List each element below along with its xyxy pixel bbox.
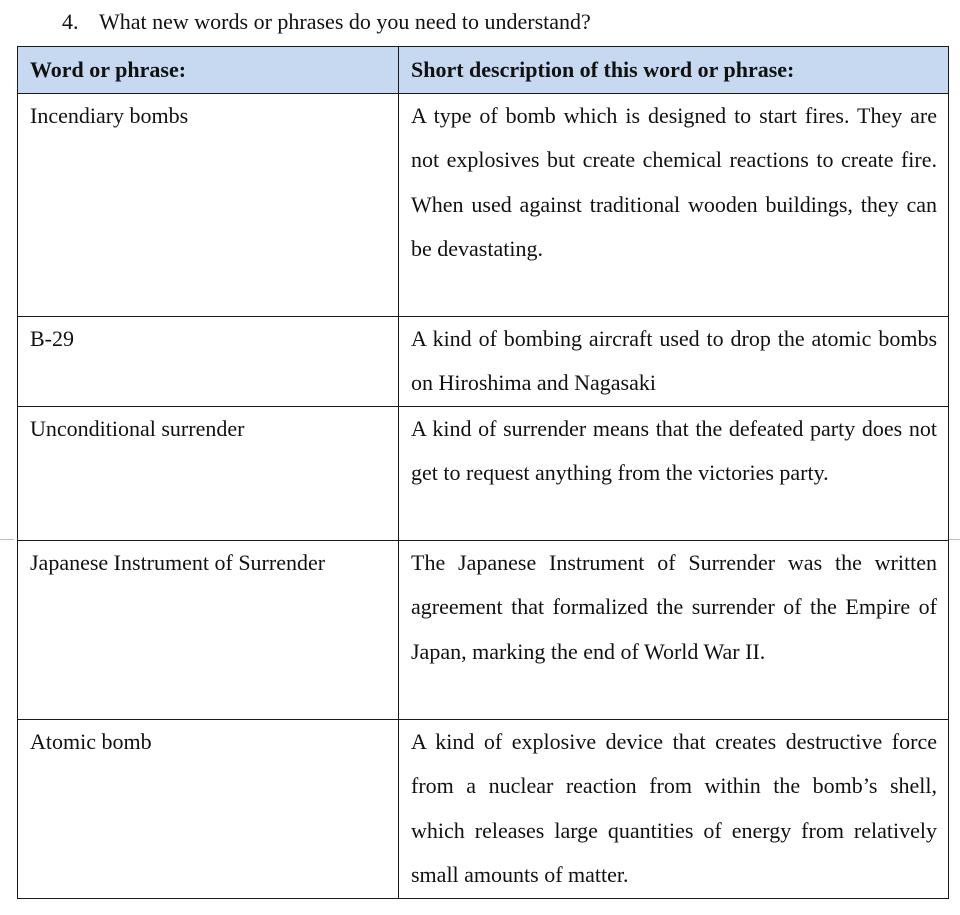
- description-cell: The Japanese Instrument of Surrender was the written agreement that formalized the surrender of the Empire of Japan, marking the end of World War II.: [399, 541, 949, 720]
- question-number: 4.: [62, 9, 79, 34]
- page-margin-divider-left: [0, 539, 14, 540]
- table-row: [18, 94, 949, 317]
- table-header-row: [18, 47, 949, 94]
- table-row: [18, 541, 949, 720]
- term-cell: Incendiary bombs: [18, 94, 399, 317]
- vocabulary-table: [17, 46, 949, 899]
- term-cell: Japanese Instrument of Surrender: [18, 541, 399, 720]
- description-cell: A type of bomb which is designed to start fires. They are not explosives but create chemical reactions to create fire. When used against traditional wooden buildings, they can be devastating.: [399, 94, 949, 317]
- header-word-or-phrase: Word or phrase:: [18, 47, 399, 94]
- header-short-description: Short description of this word or phrase:: [399, 47, 949, 94]
- question-prompt: [62, 8, 591, 36]
- term-cell: Atomic bomb: [18, 720, 399, 899]
- description-cell: A kind of bombing aircraft used to drop the atomic bombs on Hiroshima and Nagasaki: [399, 317, 949, 407]
- table-row: [18, 407, 949, 541]
- question-text: What new words or phrases do you need to understand?: [99, 9, 591, 34]
- table-row: [18, 317, 949, 407]
- table-row: [18, 720, 949, 899]
- term-cell: B-29: [18, 317, 399, 407]
- description-cell: A kind of surrender means that the defeated party does not get to request anything from the victories party.: [399, 407, 949, 541]
- page-margin-divider-right: [948, 539, 960, 540]
- description-cell: A kind of explosive device that creates destructive force from a nuclear reaction from within the bomb’s shell, which releases large quantities of energy from relatively small amounts of matter.: [399, 720, 949, 899]
- term-cell: Unconditional surrender: [18, 407, 399, 541]
